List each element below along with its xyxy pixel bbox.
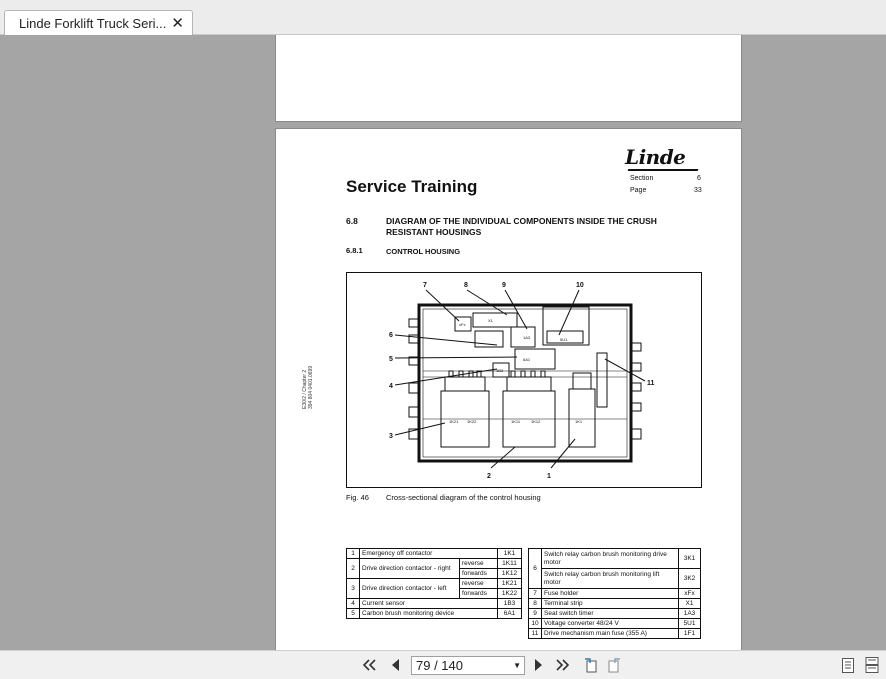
prev-page-icon[interactable]	[388, 657, 404, 673]
table-row	[529, 549, 701, 569]
callout-4: 4	[389, 383, 393, 390]
table-row	[347, 599, 522, 609]
part-name: Current sensor	[360, 599, 498, 609]
housing-inner	[423, 309, 627, 457]
part-code: 1K22	[498, 589, 522, 599]
part-name: Switch relay carbon brush monitoring lift motor	[542, 569, 679, 589]
label-X1: X1	[488, 318, 493, 323]
callout-8: 8	[464, 282, 468, 289]
label-1A3: 1A3	[523, 335, 531, 340]
last-page-icon[interactable]	[554, 657, 570, 673]
linde-logo: Linde	[625, 145, 686, 169]
side-note-line-1: E30/2 / Chapter 2	[302, 369, 308, 409]
current-page	[275, 128, 742, 650]
part-code: 5U1	[679, 619, 701, 629]
label-1K1: 1K1	[575, 419, 583, 424]
close-icon[interactable]: ✕	[171, 15, 184, 32]
callout-2: 2	[487, 473, 491, 480]
heading-number: 6.8	[346, 216, 358, 226]
parts-table-right	[528, 548, 701, 639]
chevron-down-icon[interactable]: ▼	[513, 661, 521, 670]
document-viewer[interactable]	[0, 35, 886, 650]
part-name: Carbon brush monitoring device	[360, 609, 498, 619]
part-code: 1K21	[498, 579, 522, 589]
part-num: 1	[347, 549, 360, 559]
part-sub: forwards	[460, 569, 498, 579]
table-row	[347, 579, 522, 589]
section-label: Section	[630, 175, 654, 182]
part-num: 7	[529, 589, 542, 599]
callout-10: 10	[576, 282, 584, 289]
next-page-icon[interactable]	[530, 657, 546, 673]
table-row	[529, 599, 701, 609]
part-name: Drive direction contactor - left	[360, 579, 460, 599]
part-code: 6A1	[498, 609, 522, 619]
part-num: 2	[347, 559, 360, 579]
diagram-svg	[347, 273, 701, 487]
part-code: 1K11	[498, 559, 522, 569]
part-code: 1A3	[679, 609, 701, 619]
callout-5: 5	[389, 356, 393, 363]
logo-underline	[628, 169, 699, 171]
part-name: Seat switch timer	[542, 609, 679, 619]
page-label: Page	[630, 187, 647, 194]
part-name: Voltage converter 48/24 V	[542, 619, 679, 629]
parts-table-left	[346, 548, 522, 619]
first-page-icon[interactable]	[362, 657, 378, 673]
part-name: Fuse holder	[542, 589, 679, 599]
part-num: 5	[347, 609, 360, 619]
figure-caption-text: Cross-sectional diagram of the control housing	[386, 493, 541, 502]
page-number-value: 79 / 140	[416, 658, 463, 673]
part-code: 1F1	[679, 629, 701, 639]
label-6A1: 6A1	[523, 357, 531, 362]
part-num: 10	[529, 619, 542, 629]
table-row	[529, 589, 701, 599]
table-row	[347, 609, 522, 619]
part-name: Switch relay carbon brush monitoring drive motor	[542, 549, 679, 569]
part-code: 3K2	[679, 569, 701, 589]
callout-9: 9	[502, 282, 506, 289]
part-code: 3K1	[679, 549, 701, 569]
label-1K21: 1K21	[449, 419, 459, 424]
heading-text: DIAGRAM OF THE INDIVIDUAL COMPONENTS INSIDE THE CRUSH RESISTANT HOUSINGS	[386, 216, 657, 237]
table-row	[347, 549, 522, 559]
part-code: xFx	[679, 589, 701, 599]
single-page-view-icon[interactable]	[840, 657, 856, 673]
housing-outline	[419, 305, 631, 461]
callout-11: 11	[647, 380, 655, 387]
part-num: 3	[347, 579, 360, 599]
previous-page	[275, 35, 742, 122]
rotate-right-icon[interactable]	[607, 657, 623, 673]
page-value: 33	[694, 187, 702, 194]
figure-caption	[346, 493, 541, 502]
part-name: Emergency off contactor	[360, 549, 498, 559]
rotate-left-icon[interactable]	[582, 657, 598, 673]
label-xFx: xFx	[459, 322, 466, 327]
figure-label: Fig. 46	[346, 493, 369, 502]
callout-3: 3	[389, 433, 393, 440]
subheading-text: CONTROL HOUSING	[386, 247, 461, 256]
document-tab[interactable]	[4, 10, 193, 35]
part-sub: forwards	[460, 589, 498, 599]
page-number-input[interactable]	[411, 656, 525, 675]
part-num: 11	[529, 629, 542, 639]
tab-bar	[0, 0, 886, 35]
control-housing-diagram	[346, 272, 702, 488]
part-name: Drive mechanism main fuse (355 A)	[542, 629, 679, 639]
callout-1: 1	[547, 473, 551, 480]
part-num: 8	[529, 599, 542, 609]
table-row	[529, 569, 701, 589]
part-num: 4	[347, 599, 360, 609]
part-code: 1B3	[498, 599, 522, 609]
section-value: 6	[697, 175, 701, 182]
part-code: 1K12	[498, 569, 522, 579]
label-1K12: 1K12	[531, 419, 541, 424]
label-1B3: 1B3	[496, 368, 504, 373]
label-1K22: 1K22	[467, 419, 477, 424]
part-code: 1K1	[498, 549, 522, 559]
part-sub: reverse	[460, 579, 498, 589]
part-num: 6	[529, 549, 542, 589]
callout-6: 6	[389, 332, 393, 339]
label-1K11: 1K11	[511, 419, 521, 424]
table-row	[529, 609, 701, 619]
page-title: Service Training	[346, 177, 478, 196]
continuous-view-icon[interactable]	[864, 657, 880, 673]
table-row	[347, 559, 522, 569]
page-navigation-toolbar	[0, 650, 886, 679]
contactor-1K1	[569, 389, 595, 447]
part-code: X1	[679, 599, 701, 609]
part-sub: reverse	[460, 559, 498, 569]
label-5U1: 5U1	[560, 337, 568, 342]
side-note-line-2: 394 804 0401.0699	[308, 365, 314, 409]
table-row	[529, 619, 701, 629]
table-row	[529, 629, 701, 639]
part-name: Drive direction contactor - right	[360, 559, 460, 579]
side-note	[302, 366, 314, 409]
part-name: Terminal strip	[542, 599, 679, 609]
subheading-number: 6.8.1	[346, 246, 363, 255]
part-num: 9	[529, 609, 542, 619]
tab-title: Linde Forklift Truck Seri...	[19, 16, 167, 31]
callout-7: 7	[423, 282, 427, 289]
